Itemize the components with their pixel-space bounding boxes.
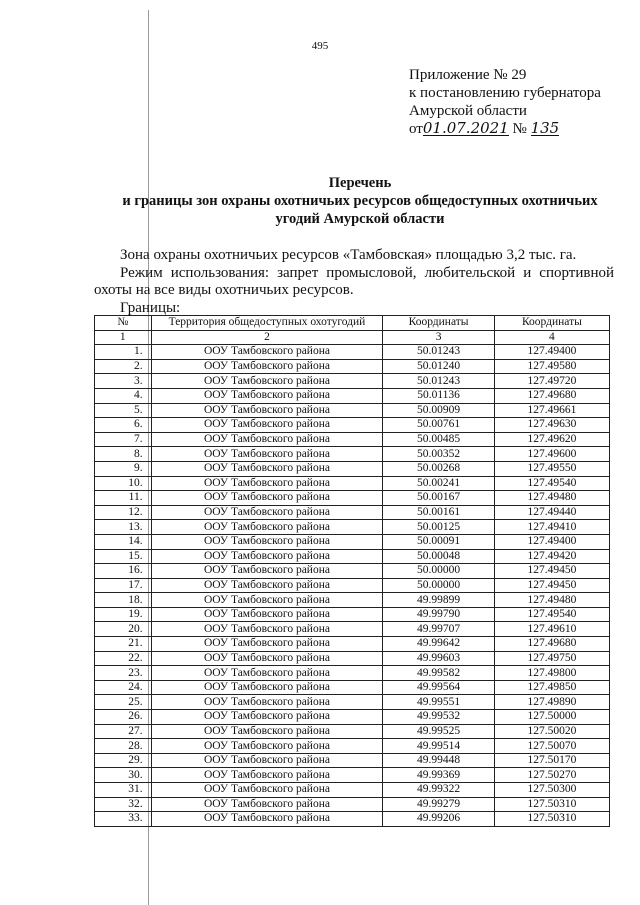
- cell-latitude: 49.99448: [383, 753, 494, 768]
- table-row: [95, 666, 610, 681]
- cell-number: 21.: [95, 637, 152, 652]
- table-row: [95, 739, 610, 754]
- cell-longitude: 127.49630: [494, 418, 609, 433]
- intro-text: [94, 247, 614, 317]
- cell-latitude: 49.99551: [383, 695, 494, 710]
- cell-longitude: 127.49550: [494, 461, 609, 476]
- cell-latitude: 49.99279: [383, 797, 494, 812]
- cell-longitude: 127.49600: [494, 447, 609, 462]
- cell-territory: ООУ Тамбовского района: [151, 491, 383, 506]
- cell-number: 4.: [95, 388, 152, 403]
- table-row: [95, 637, 610, 652]
- index-cell: 1: [95, 330, 152, 345]
- cell-number: 3.: [95, 374, 152, 389]
- cell-latitude: 49.99790: [383, 607, 494, 622]
- cell-longitude: 127.49400: [494, 345, 609, 360]
- cell-territory: ООУ Тамбовского района: [151, 607, 383, 622]
- cell-territory: ООУ Тамбовского района: [151, 695, 383, 710]
- cell-latitude: 50.00161: [383, 505, 494, 520]
- cell-longitude: 127.49750: [494, 651, 609, 666]
- cell-longitude: 127.49890: [494, 695, 609, 710]
- cell-longitude: 127.50270: [494, 768, 609, 783]
- cell-latitude: 49.99525: [383, 724, 494, 739]
- index-cell: 2: [151, 330, 383, 345]
- cell-latitude: 50.00761: [383, 418, 494, 433]
- cell-latitude: 49.99532: [383, 710, 494, 725]
- cell-number: 11.: [95, 491, 152, 506]
- table-row: [95, 783, 610, 798]
- handwritten-date: 01.07.2021: [422, 119, 509, 137]
- cell-number: 19.: [95, 607, 152, 622]
- usage-regime: Режим использования: запрет промысловой, любительской и спортивной охоты на все виды охотничьих ресурсов.: [94, 264, 614, 298]
- cell-territory: ООУ Тамбовского района: [151, 739, 383, 754]
- cell-longitude: 127.50310: [494, 797, 609, 812]
- cell-number: 14.: [95, 534, 152, 549]
- cell-territory: ООУ Тамбовского района: [151, 374, 383, 389]
- cell-latitude: 50.00000: [383, 578, 494, 593]
- title-line-2: и границы зон охраны охотничьих ресурсов общедоступных охотничьих: [122, 193, 598, 209]
- table-row: [95, 461, 610, 476]
- cell-number: 12.: [95, 505, 152, 520]
- title-line-1: Перечень: [328, 175, 392, 191]
- table-row: [95, 622, 610, 637]
- cell-number: 13.: [95, 520, 152, 535]
- cell-territory: ООУ Тамбовского района: [151, 666, 383, 681]
- cell-longitude: 127.50310: [494, 812, 609, 827]
- cell-number: 18.: [95, 593, 152, 608]
- cell-longitude: 127.50000: [494, 710, 609, 725]
- cell-longitude: 127.49540: [494, 607, 609, 622]
- header-coordinates-lat: Координаты: [383, 316, 494, 331]
- annex-decree: к постановлению губернатора: [409, 85, 601, 101]
- table-row: [95, 432, 610, 447]
- cell-longitude: 127.49400: [494, 534, 609, 549]
- cell-latitude: 50.00485: [383, 432, 494, 447]
- cell-latitude: 50.00909: [383, 403, 494, 418]
- cell-territory: ООУ Тамбовского района: [151, 534, 383, 549]
- cell-latitude: 50.01243: [383, 374, 494, 389]
- cell-number: 7.: [95, 432, 152, 447]
- cell-latitude: 50.00000: [383, 564, 494, 579]
- cell-number: 16.: [95, 564, 152, 579]
- cell-longitude: 127.50070: [494, 739, 609, 754]
- title-line-3: угодий Амурской области: [275, 211, 445, 227]
- cell-territory: ООУ Тамбовского района: [151, 578, 383, 593]
- header-number: №: [95, 316, 152, 331]
- cell-longitude: 127.49420: [494, 549, 609, 564]
- header-territory: Территория общедоступных охотугодий: [151, 316, 383, 331]
- cell-latitude: 49.99899: [383, 593, 494, 608]
- document-title: [80, 174, 640, 228]
- cell-latitude: 49.99369: [383, 768, 494, 783]
- handwritten-number: 135: [530, 119, 560, 137]
- cell-number: 10.: [95, 476, 152, 491]
- cell-number: 33.: [95, 812, 152, 827]
- table-row: [95, 607, 610, 622]
- cell-longitude: 127.49720: [494, 374, 609, 389]
- table-header-row: [95, 316, 610, 331]
- cell-latitude: 50.00048: [383, 549, 494, 564]
- zone-description: Зона охраны охотничьих ресурсов «Тамбовская» площадью 3,2 тыс. га.: [120, 247, 577, 263]
- table-row: [95, 695, 610, 710]
- cell-territory: ООУ Тамбовского района: [151, 359, 383, 374]
- header-coordinates-lon: Координаты: [494, 316, 609, 331]
- cell-territory: ООУ Тамбовского района: [151, 680, 383, 695]
- cell-longitude: 127.50020: [494, 724, 609, 739]
- cell-longitude: 127.49580: [494, 359, 609, 374]
- annex-region: Амурской области: [409, 103, 527, 119]
- cell-territory: ООУ Тамбовского района: [151, 724, 383, 739]
- boundaries-table: [94, 315, 610, 827]
- cell-longitude: 127.50170: [494, 753, 609, 768]
- annex-date-line: [409, 120, 601, 138]
- table-row: [95, 403, 610, 418]
- cell-number: 24.: [95, 680, 152, 695]
- borders-label: Границы:: [120, 299, 181, 316]
- table-row: [95, 476, 610, 491]
- cell-number: 25.: [95, 695, 152, 710]
- cell-longitude: 127.49680: [494, 388, 609, 403]
- cell-number: 26.: [95, 710, 152, 725]
- cell-latitude: 50.00352: [383, 447, 494, 462]
- table-row: [95, 724, 610, 739]
- cell-number: 15.: [95, 549, 152, 564]
- table-row: [95, 418, 610, 433]
- cell-territory: ООУ Тамбовского района: [151, 432, 383, 447]
- cell-number: 8.: [95, 447, 152, 462]
- cell-territory: ООУ Тамбовского района: [151, 753, 383, 768]
- cell-latitude: 50.00268: [383, 461, 494, 476]
- table-row: [95, 680, 610, 695]
- table-row: [95, 345, 610, 360]
- cell-territory: ООУ Тамбовского района: [151, 403, 383, 418]
- cell-latitude: 49.99206: [383, 812, 494, 827]
- cell-longitude: 127.49410: [494, 520, 609, 535]
- table-row: [95, 505, 610, 520]
- table-row: [95, 374, 610, 389]
- cell-latitude: 50.01136: [383, 388, 494, 403]
- cell-longitude: 127.49620: [494, 432, 609, 447]
- cell-territory: ООУ Тамбовского района: [151, 812, 383, 827]
- cell-number: 23.: [95, 666, 152, 681]
- table-row: [95, 520, 610, 535]
- cell-territory: ООУ Тамбовского района: [151, 345, 383, 360]
- cell-latitude: 50.00241: [383, 476, 494, 491]
- annex-header: [409, 66, 601, 138]
- date-prefix: от: [409, 121, 423, 137]
- cell-longitude: 127.49450: [494, 564, 609, 579]
- cell-latitude: 50.00167: [383, 491, 494, 506]
- table-row: [95, 549, 610, 564]
- cell-longitude: 127.49480: [494, 593, 609, 608]
- cell-longitude: 127.49480: [494, 491, 609, 506]
- table-row: [95, 710, 610, 725]
- cell-territory: ООУ Тамбовского района: [151, 476, 383, 491]
- cell-longitude: 127.50300: [494, 783, 609, 798]
- table-row: [95, 447, 610, 462]
- cell-territory: ООУ Тамбовского района: [151, 520, 383, 535]
- cell-longitude: 127.49540: [494, 476, 609, 491]
- cell-territory: ООУ Тамбовского района: [151, 651, 383, 666]
- cell-longitude: 127.49680: [494, 637, 609, 652]
- table-row: [95, 388, 610, 403]
- cell-number: 30.: [95, 768, 152, 783]
- cell-number: 6.: [95, 418, 152, 433]
- cell-longitude: 127.49661: [494, 403, 609, 418]
- cell-territory: ООУ Тамбовского района: [151, 388, 383, 403]
- cell-latitude: 49.99582: [383, 666, 494, 681]
- cell-number: 9.: [95, 461, 152, 476]
- cell-territory: ООУ Тамбовского района: [151, 797, 383, 812]
- cell-latitude: 49.99603: [383, 651, 494, 666]
- table-row: [95, 491, 610, 506]
- index-cell: 3: [383, 330, 494, 345]
- cell-number: 31.: [95, 783, 152, 798]
- cell-latitude: 49.99707: [383, 622, 494, 637]
- cell-territory: ООУ Тамбовского района: [151, 593, 383, 608]
- cell-longitude: 127.49440: [494, 505, 609, 520]
- cell-latitude: 49.99322: [383, 783, 494, 798]
- cell-territory: ООУ Тамбовского района: [151, 505, 383, 520]
- cell-territory: ООУ Тамбовского района: [151, 549, 383, 564]
- cell-longitude: 127.49450: [494, 578, 609, 593]
- table-row: [95, 753, 610, 768]
- annex-number: Приложение № 29: [409, 67, 527, 83]
- index-cell: 4: [494, 330, 609, 345]
- cell-latitude: 50.00091: [383, 534, 494, 549]
- cell-number: 5.: [95, 403, 152, 418]
- cell-number: 32.: [95, 797, 152, 812]
- cell-number: 2.: [95, 359, 152, 374]
- cell-territory: ООУ Тамбовского района: [151, 447, 383, 462]
- page-number: 495: [311, 40, 329, 52]
- cell-territory: ООУ Тамбовского района: [151, 418, 383, 433]
- cell-number: 22.: [95, 651, 152, 666]
- cell-territory: ООУ Тамбовского района: [151, 637, 383, 652]
- cell-longitude: 127.49610: [494, 622, 609, 637]
- number-prefix: №: [512, 121, 527, 137]
- cell-number: 27.: [95, 724, 152, 739]
- cell-territory: ООУ Тамбовского района: [151, 564, 383, 579]
- table-index-row: [95, 330, 610, 345]
- cell-number: 17.: [95, 578, 152, 593]
- cell-latitude: 50.01243: [383, 345, 494, 360]
- table-row: [95, 564, 610, 579]
- cell-number: 1.: [95, 345, 152, 360]
- table-row: [95, 593, 610, 608]
- cell-latitude: 50.00125: [383, 520, 494, 535]
- cell-territory: ООУ Тамбовского района: [151, 783, 383, 798]
- cell-territory: ООУ Тамбовского района: [151, 710, 383, 725]
- table-row: [95, 651, 610, 666]
- table-row: [95, 578, 610, 593]
- table-row: [95, 359, 610, 374]
- cell-number: 28.: [95, 739, 152, 754]
- cell-territory: ООУ Тамбовского района: [151, 461, 383, 476]
- cell-latitude: 49.99564: [383, 680, 494, 695]
- cell-number: 29.: [95, 753, 152, 768]
- cell-latitude: 49.99514: [383, 739, 494, 754]
- table-row: [95, 534, 610, 549]
- table-row: [95, 797, 610, 812]
- table-row: [95, 812, 610, 827]
- table-row: [95, 768, 610, 783]
- cell-latitude: 50.01240: [383, 359, 494, 374]
- cell-territory: ООУ Тамбовского района: [151, 622, 383, 637]
- cell-longitude: 127.49850: [494, 680, 609, 695]
- cell-latitude: 49.99642: [383, 637, 494, 652]
- cell-number: 20.: [95, 622, 152, 637]
- cell-territory: ООУ Тамбовского района: [151, 768, 383, 783]
- cell-longitude: 127.49800: [494, 666, 609, 681]
